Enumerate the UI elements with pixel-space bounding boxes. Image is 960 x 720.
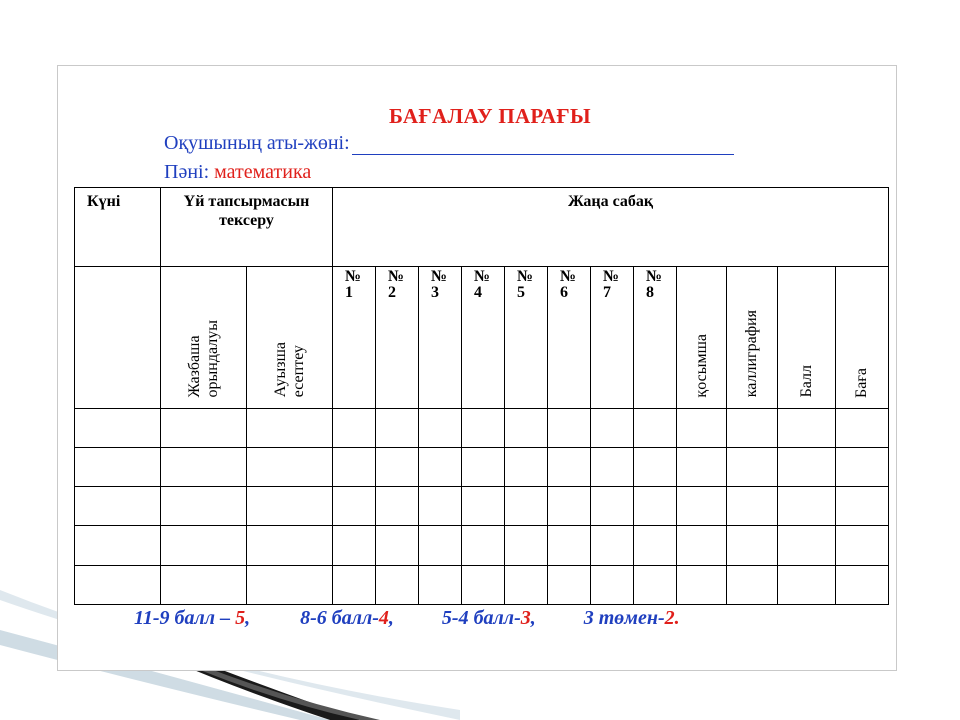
table-cell (727, 526, 778, 565)
table-cell (161, 447, 247, 486)
table-cell (161, 487, 247, 526)
table-cell (836, 526, 889, 565)
empty-cell (75, 266, 161, 408)
task-col-4: № 4 (462, 266, 505, 408)
table-cell (75, 487, 161, 526)
table-cell (75, 565, 161, 604)
subheader-row (75, 266, 889, 408)
table-cell (548, 408, 591, 447)
table-cell (548, 565, 591, 604)
table-cell (591, 408, 634, 447)
col-day: Күні (75, 188, 161, 267)
table-cell (462, 408, 505, 447)
table-cell (634, 487, 677, 526)
table-cell (634, 447, 677, 486)
table-cell (419, 408, 462, 447)
table-cell (505, 526, 548, 565)
header-row (75, 188, 889, 267)
table-cell (75, 408, 161, 447)
task-col-3: № 3 (419, 266, 462, 408)
student-name-line (164, 132, 734, 155)
table-cell (247, 565, 333, 604)
table-cell (778, 487, 836, 526)
task-col-1: № 1 (333, 266, 376, 408)
subject-line (164, 161, 311, 184)
table-cell (548, 526, 591, 565)
table-cell (376, 487, 419, 526)
table-cell (677, 408, 727, 447)
table-cell (462, 447, 505, 486)
table-cell (333, 408, 376, 447)
col-written (161, 266, 247, 408)
table-cell (333, 565, 376, 604)
page-title: БАҒАЛАУ ПАРАҒЫ (389, 104, 591, 128)
table-cell (591, 565, 634, 604)
subject-value: математика (214, 161, 312, 183)
table-cell (836, 487, 889, 526)
scale-4-text: 3 төмен- (583, 607, 665, 629)
table-cell (75, 447, 161, 486)
col-calligraphy: каллиграфия (727, 266, 778, 408)
table-cell (778, 565, 836, 604)
scale-1-grade: 5 (235, 607, 246, 629)
col-new-lesson: Жаңа сабақ (333, 188, 889, 267)
col-score: Балл (778, 266, 836, 408)
task-col-7: № 7 (591, 266, 634, 408)
grading-scale: 11-9 балл – 5, 8-6 балл-4, 5-4 балл-3, 3 төмен-2. (134, 607, 680, 629)
table-cell (778, 408, 836, 447)
table-cell (505, 408, 548, 447)
table-cell (591, 526, 634, 565)
scale-4-grade: 2 (664, 607, 675, 629)
scale-2-text: 8-6 балл- (300, 607, 379, 629)
student-name-blank (352, 134, 734, 155)
table-cell (75, 526, 161, 565)
table-cell (247, 447, 333, 486)
table-cell (505, 487, 548, 526)
table-cell (727, 408, 778, 447)
table-cell (727, 487, 778, 526)
col-extra: қосымша (677, 266, 727, 408)
student-name-label: Оқушының аты-жөні: (164, 132, 350, 154)
table-cell (376, 526, 419, 565)
table-cell (677, 526, 727, 565)
col-homework: Үй тапсырмасын тексеру (161, 188, 333, 267)
table-cell (548, 447, 591, 486)
scale-3-text: 5-4 балл- (441, 607, 521, 629)
scale-2-grade: 4 (378, 607, 389, 629)
table-cell (419, 526, 462, 565)
table-cell (677, 447, 727, 486)
col-oral (247, 266, 333, 408)
scale-1-text: 11-9 балл – (134, 607, 236, 629)
table-cell (505, 447, 548, 486)
table-cell (376, 447, 419, 486)
table-cell (505, 565, 548, 604)
task-col-6: № 6 (548, 266, 591, 408)
task-col-8: № 8 (634, 266, 677, 408)
table-cell (161, 565, 247, 604)
table-cell (677, 565, 727, 604)
table-cell (247, 487, 333, 526)
table-cell (333, 447, 376, 486)
table-cell (727, 447, 778, 486)
table-cell (161, 526, 247, 565)
table-cell (836, 565, 889, 604)
table-cell (727, 565, 778, 604)
table-cell (462, 565, 505, 604)
task-col-2: № 2 (376, 266, 419, 408)
evaluation-table (74, 187, 889, 605)
table-cell (247, 526, 333, 565)
col-oral-label: Ауызша есептеу (271, 342, 307, 398)
table-cell (247, 408, 333, 447)
table-cell (376, 408, 419, 447)
subject-label: Пәні: (164, 161, 210, 183)
table-row (75, 408, 889, 447)
table-cell (376, 565, 419, 604)
table-cell (333, 526, 376, 565)
table-cell (778, 526, 836, 565)
table-cell (836, 408, 889, 447)
table-cell (462, 526, 505, 565)
table-cell (836, 447, 889, 486)
table-row (75, 565, 889, 604)
table-row (75, 487, 889, 526)
table-cell (634, 526, 677, 565)
table-cell (548, 487, 591, 526)
table-cell (778, 447, 836, 486)
col-written-label: Жазбаша орындалуы (185, 320, 221, 398)
table-cell (419, 565, 462, 604)
table-row (75, 526, 889, 565)
table-cell (419, 487, 462, 526)
table-cell (591, 487, 634, 526)
scale-3-grade: 3 (520, 607, 531, 629)
table-cell (161, 408, 247, 447)
table-row (75, 447, 889, 486)
table-cell (462, 487, 505, 526)
table-cell (677, 487, 727, 526)
table-cell (634, 565, 677, 604)
col-grade: Баға (836, 266, 889, 408)
table-cell (333, 487, 376, 526)
table-cell (419, 447, 462, 486)
table-cell (634, 408, 677, 447)
table-cell (591, 447, 634, 486)
task-col-5: № 5 (505, 266, 548, 408)
